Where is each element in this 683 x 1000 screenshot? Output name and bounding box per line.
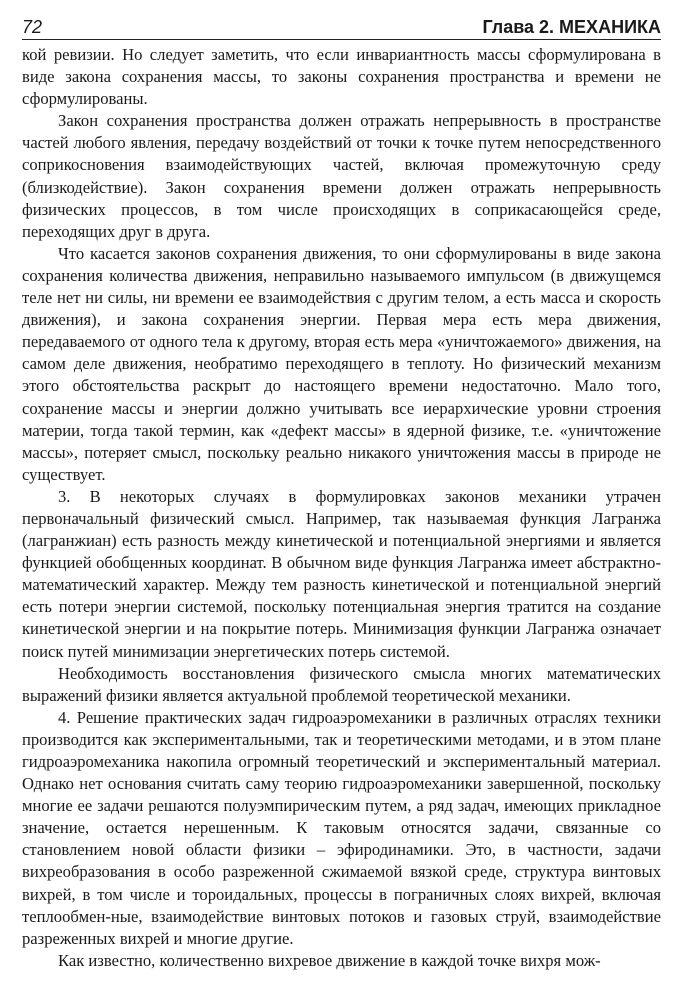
paragraph: Что касается законов сохранения движения, то они сформулированы в виде закона сохранения количества движения, неправильно называемого импульсом (в движущемся теле нет ни силы, ни времени ее взаимодействия с другим телом, а есть масса и скорость движения), и закона сохранения энергии. Первая мера есть мера движения, передаваемого от одного тела к другому, вторая есть мера «уничтожаемого» движения, на самом деле движения, необратимо переходящего в теплоту. Но физический механизм этого обстоятельства раскрыт до настоящего времени недостаточно. Мало того, сохранение массы и энергии должно учитывать все иерархические уровни строения материи, тогда такой термин, как «дефект массы» в ядерной физике, т.е. «уничтожение массы», потеряет смысл, поскольку реально никакого уничтожения массы в природе не существует. (22, 243, 661, 484)
paragraph: кой ревизии. Но следует заметить, что если инвариантность массы сформулирована в виде закона сохранения массы, то законы сохранения пространства и времени не сформулированы. (22, 45, 661, 109)
paragraph: Закон сохранения пространства должен отражать непрерывность в пространстве частей любого явления, передачу воздействий от точки к точке путем непосредственного соприкосновения взаимодействующих частей, включая промежуточную среду (близкодействие). Закон сохранения времени должен отражать непрерывность физических процессов, в том числе происходящих в соприкасающейся среде, переходящих друг в друга. (22, 111, 661, 241)
chapter-title: Глава 2. МЕХАНИКА (482, 17, 661, 37)
page-number: 72 (22, 17, 43, 37)
paragraph: 3. В некоторых случаях в формулировках законов механики утрачен первоначальный физический смысл. Например, так называемая функция Лагранжа (лагранжиан) есть разность между кинетической и потенциальной энергиями и является функцией обобщенных координат. В обычном виде функция Лагранжа имеет абстрактно-математический характер. Между тем разность кинетической и потенциальной энергий есть потери энергии системой, поскольку потенциальная энергия тратится на создание кинетической энергии и на покрытие потерь. Минимизация функции Лагранжа означает поиск путей минимизации энергетических потерь системой. (22, 486, 661, 661)
body-text (22, 44, 661, 972)
paragraph: Необходимость восстановления физического смысла многих математических выражений физики является актуальной проблемой теоретической механики. (22, 663, 661, 705)
paragraph: Как известно, количественно вихревое движение в каждой точке вихря мож- (58, 950, 601, 970)
paragraph: 4. Решение практических задач гидроаэромеханики в различных отраслях техники производится как экспериментальными, так и теоретическими методами, и в этом плане гидроаэромеханика накопила огромный теоретический и экспериментальный материал. Однако нет основания считать саму теорию гидроаэромеханики завершенной, поскольку многие ее задачи решаются полуэмпирическим путем, а ряд задач, имеющих прикладное значение, остается нерешенным. К таковым относятся задачи, связанные со становлением новой области физики – эфиродинамики. Это, в частности, задачи вихреобразования в особо разреженной сжимаемой вязкой среде, структура винтовых вихрей, в том числе и тороидальных, процессы в пограничных слоях вихрей, включая теплообмен-ные, взаимодействие винтовых потоков и газовых струй, взаимодействие разреженных вихрей и многие другие. (22, 707, 661, 948)
running-header (22, 0, 661, 40)
